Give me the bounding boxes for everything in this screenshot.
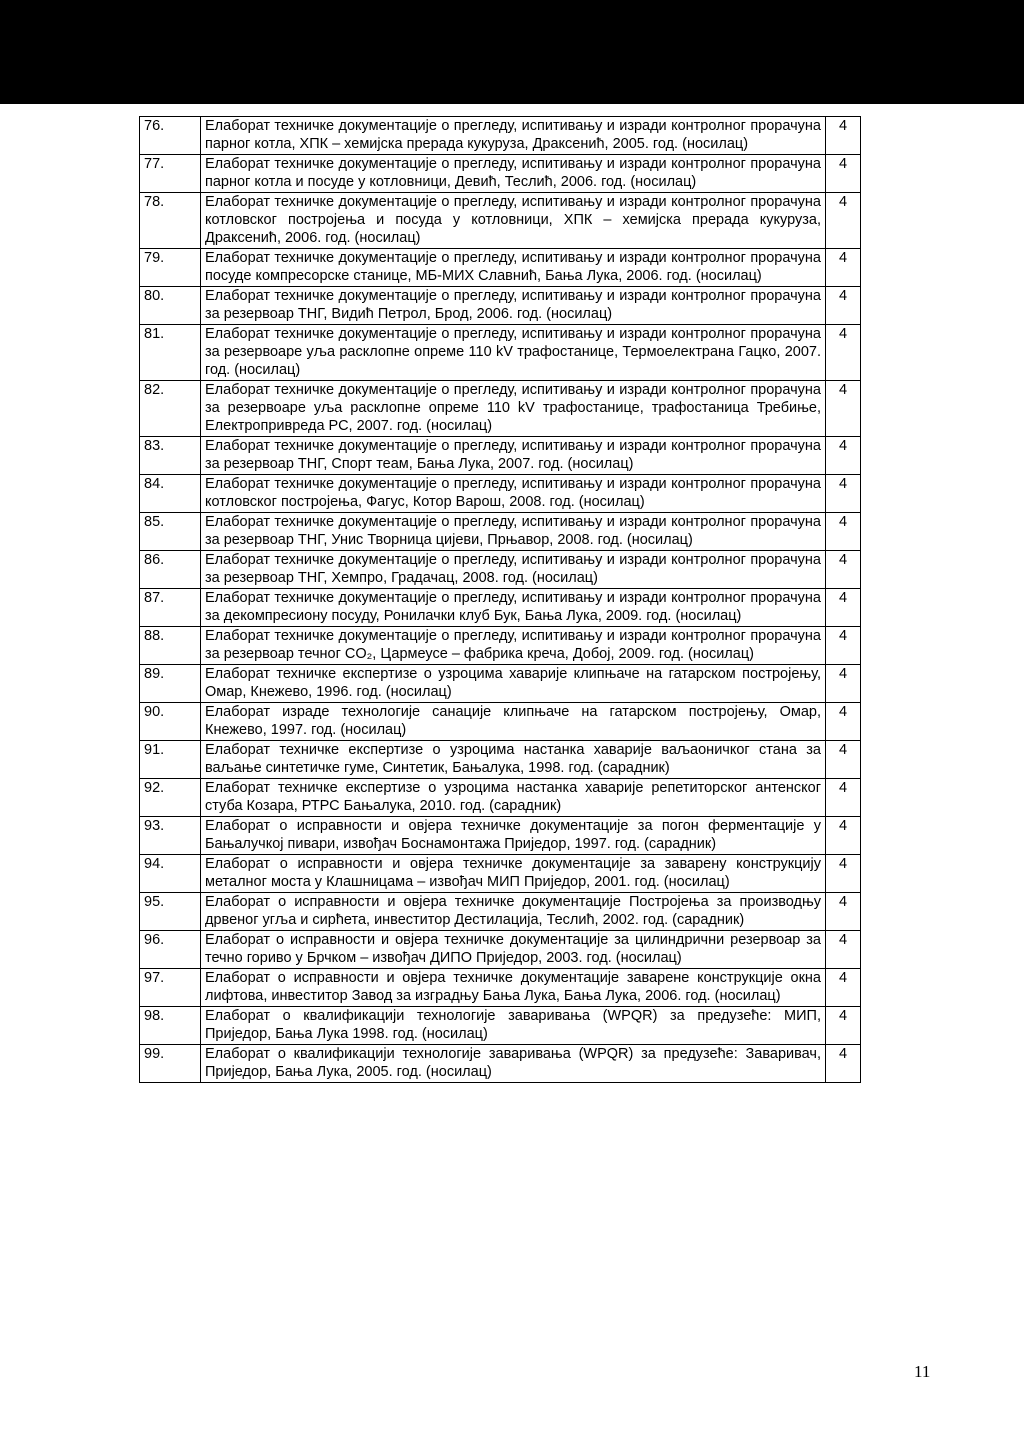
row-number: 96. bbox=[140, 931, 201, 969]
table-row bbox=[140, 893, 861, 931]
row-points: 4 bbox=[826, 381, 861, 437]
row-description: Елаборат техничке документације о прегледу, испитивању и изради контролног прорачуна котловског постројења и посуда у котловници, ХПК – хемијска прерада кукуруза, Драксенић, 2006. год. (носилац) bbox=[201, 193, 826, 249]
table-row bbox=[140, 249, 861, 287]
row-points: 4 bbox=[826, 437, 861, 475]
table-row bbox=[140, 117, 861, 155]
row-description: Елаборат техничке експертизе о узроцима хаварије клипњаче на гатарском постројењу, Омар, Кнежево, 1996. год. (носилац) bbox=[201, 665, 826, 703]
row-number: 83. bbox=[140, 437, 201, 475]
table-row bbox=[140, 437, 861, 475]
table-row bbox=[140, 287, 861, 325]
row-number: 86. bbox=[140, 551, 201, 589]
row-number: 82. bbox=[140, 381, 201, 437]
row-number: 76. bbox=[140, 117, 201, 155]
row-description: Елаборат техничке документације о прегледу, испитивању и изради контролног прорачуна за резервоаре уља расклопне опреме 110 kV трафостанице, Термоелектрана Гацко, 2007. год. (носилац) bbox=[201, 325, 826, 381]
row-number: 90. bbox=[140, 703, 201, 741]
row-points: 4 bbox=[826, 741, 861, 779]
row-description: Елаборат израде технологије санације клипњаче на гатарском постројењу, Омар, Кнежево, 1997. год. (носилац) bbox=[201, 703, 826, 741]
row-description: Елаборат техничке документације о прегледу, испитивању и изради контролног прорачуна за резервоар ТНГ, Видић Петрол, Брод, 2006. год. (носилац) bbox=[201, 287, 826, 325]
row-points: 4 bbox=[826, 627, 861, 665]
row-description: Елаборат техничке документације о прегледу, испитивању и изради контролног прорачуна за резервоар ТНГ, Хемпро, Градачац, 2008. год. (носилац) bbox=[201, 551, 826, 589]
row-number: 85. bbox=[140, 513, 201, 551]
row-number: 93. bbox=[140, 817, 201, 855]
row-points: 4 bbox=[826, 475, 861, 513]
row-points: 4 bbox=[826, 1045, 861, 1083]
row-points: 4 bbox=[826, 893, 861, 931]
row-number: 87. bbox=[140, 589, 201, 627]
row-description: Елаборат техничке документације о прегледу, испитивању и изради контролног прорачуна за резервоар ТНГ, Унис Творница цијеви, Прњавор, 2008. год. (носилац) bbox=[201, 513, 826, 551]
row-description: Елаборат техничке експертизе о узроцима настанка хаварије ваљаоничког стана за ваљање синтетичке гуме, Синтетик, Бањалука, 1998. год. (сарадник) bbox=[201, 741, 826, 779]
row-points: 4 bbox=[826, 193, 861, 249]
row-points: 4 bbox=[826, 817, 861, 855]
row-points: 4 bbox=[826, 513, 861, 551]
row-points: 4 bbox=[826, 589, 861, 627]
page-number: 11 bbox=[914, 1362, 931, 1381]
table-row bbox=[140, 325, 861, 381]
row-description: Елаборат техничке документације о прегледу, испитивању и изради контролног прорачуна парног котла, ХПК – хемијска прерада кукуруза, Драксенић, 2005. год. (носилац) bbox=[201, 117, 826, 155]
row-description: Елаборат техничке експертизе о узроцима настанка хаварије репетиторског антенског стуба Козара, РТРС Бањалука, 2010. год. (сарадник) bbox=[201, 779, 826, 817]
row-number: 79. bbox=[140, 249, 201, 287]
row-points: 4 bbox=[826, 551, 861, 589]
row-description: Елаборат техничке документације о прегледу, испитивању и изради контролног прорачуна за резервоаре уља расклопне опреме 110 kV трафостанице, трафостаница Требиње, Електропривреда РС, 2007. год. (носилац) bbox=[201, 381, 826, 437]
references-table bbox=[139, 116, 861, 1083]
row-description: Елаборат техничке документације о прегледу, испитивању и изради контролног прорачуна парног котла и посуде у котловници, Девић, Теслић, 2006. год. (носилац) bbox=[201, 155, 826, 193]
row-description: Елаборат техничке документације о прегледу, испитивању и изради контролног прорачуна за декомпресиону посуду, Ронилачки клуб Бук, Бања Лука, 2009. год. (носилац) bbox=[201, 589, 826, 627]
row-description: Елаборат о исправности и овјера техничке документације за цилиндрични резервоар за течно гориво у Брчком – извођач ДИПО Приједор, 2003. год. (носилац) bbox=[201, 931, 826, 969]
table-row bbox=[140, 741, 861, 779]
row-points: 4 bbox=[826, 665, 861, 703]
table-row bbox=[140, 855, 861, 893]
table-row bbox=[140, 513, 861, 551]
row-number: 94. bbox=[140, 855, 201, 893]
row-points: 4 bbox=[826, 287, 861, 325]
row-points: 4 bbox=[826, 155, 861, 193]
row-number: 88. bbox=[140, 627, 201, 665]
table-row bbox=[140, 1045, 861, 1083]
row-points: 4 bbox=[826, 325, 861, 381]
row-description: Елаборат техничке документације о прегледу, испитивању и изради контролног прорачуна котловског постројења, Фагус, Котор Варош, 2008. год. (носилац) bbox=[201, 475, 826, 513]
row-description: Елаборат о исправности и овјера техничке документације заварене конструкције окна лифтова, инвеститор Завод за изградњу Бања Лука, Бања Лука, 2006. год. (носилац) bbox=[201, 969, 826, 1007]
row-number: 97. bbox=[140, 969, 201, 1007]
row-number: 99. bbox=[140, 1045, 201, 1083]
row-number: 78. bbox=[140, 193, 201, 249]
table-row bbox=[140, 193, 861, 249]
row-description: Елаборат техничке документације о прегледу, испитивању и изради контролног прорачуна за резервоар течног CO₂, Цармеусе – фабрика креча, Добој, 2009. год. (носилац) bbox=[201, 627, 826, 665]
row-number: 80. bbox=[140, 287, 201, 325]
row-points: 4 bbox=[826, 969, 861, 1007]
row-number: 98. bbox=[140, 1007, 201, 1045]
row-number: 95. bbox=[140, 893, 201, 931]
table-row bbox=[140, 969, 861, 1007]
scan-dark-band bbox=[0, 0, 1024, 104]
row-description: Елаборат о исправности и овјера техничке документације за заварену конструкцију металног моста у Клашницама – извођач МИП Приједор, 2001. год. (носилац) bbox=[201, 855, 826, 893]
table-row bbox=[140, 475, 861, 513]
row-points: 4 bbox=[826, 117, 861, 155]
row-number: 92. bbox=[140, 779, 201, 817]
table-row bbox=[140, 931, 861, 969]
table-row bbox=[140, 381, 861, 437]
row-number: 89. bbox=[140, 665, 201, 703]
table-row bbox=[140, 703, 861, 741]
row-description: Елаборат о квалификацији технологије заваривања (WPQR) за предузеће: МИП, Приједор, Бања Лука 1998. год. (носилац) bbox=[201, 1007, 826, 1045]
table-row bbox=[140, 589, 861, 627]
table-row bbox=[140, 817, 861, 855]
table-row bbox=[140, 551, 861, 589]
table-row bbox=[140, 627, 861, 665]
row-points: 4 bbox=[826, 703, 861, 741]
row-description: Елаборат техничке документације о прегледу, испитивању и изради контролног прорачуна посуде компресорске станице, МБ-МИХ Славнић, Бања Лука, 2006. год. (носилац) bbox=[201, 249, 826, 287]
row-points: 4 bbox=[826, 779, 861, 817]
row-points: 4 bbox=[826, 249, 861, 287]
row-number: 84. bbox=[140, 475, 201, 513]
row-number: 77. bbox=[140, 155, 201, 193]
table-row bbox=[140, 155, 861, 193]
row-points: 4 bbox=[826, 931, 861, 969]
row-description: Елаборат о квалификацији технологије заваривања (WPQR) за предузеће: Заваривач, Приједор, Бања Лука, 2005. год. (носилац) bbox=[201, 1045, 826, 1083]
row-description: Елаборат о исправности и овјера техничке документације Постројења за производњу дрвеног угља и сирћета, инвеститор Дестилација, Теслић, 2002. год. (сарадник) bbox=[201, 893, 826, 931]
row-number: 91. bbox=[140, 741, 201, 779]
table-row bbox=[140, 779, 861, 817]
table-row bbox=[140, 1007, 861, 1045]
row-description: Елаборат техничке документације о прегледу, испитивању и изради контролног прорачуна за резервоар ТНГ, Спорт теам, Бања Лука, 2007. год. (носилац) bbox=[201, 437, 826, 475]
table-row bbox=[140, 665, 861, 703]
row-number: 81. bbox=[140, 325, 201, 381]
row-points: 4 bbox=[826, 1007, 861, 1045]
row-description: Елаборат о исправности и овјера техничке документације за погон ферментације у Бањалучкој пивари, извођач Боснамонтажа Приједор, 1997. год. (сарадник) bbox=[201, 817, 826, 855]
row-points: 4 bbox=[826, 855, 861, 893]
